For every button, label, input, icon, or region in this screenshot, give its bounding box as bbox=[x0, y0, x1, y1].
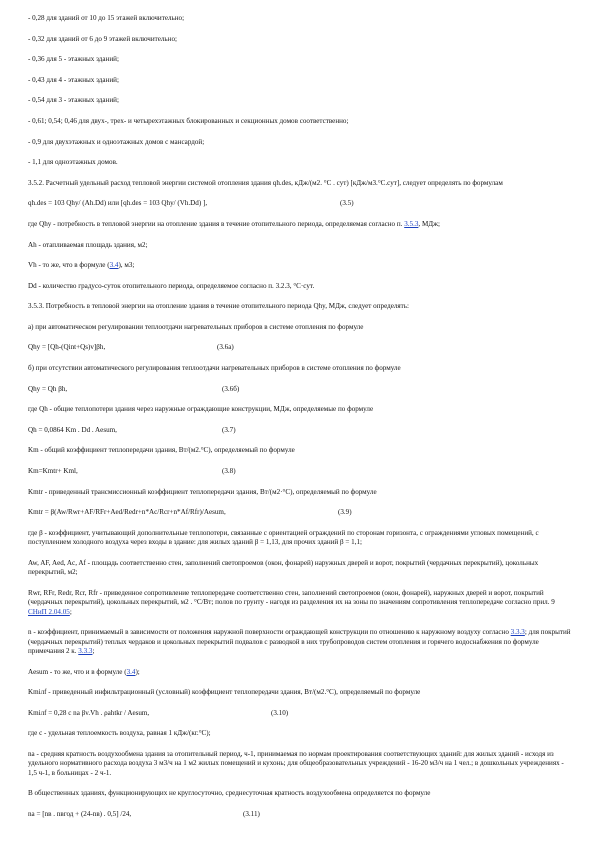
formula-3-8 bbox=[28, 467, 573, 476]
formula-number: (3.5) bbox=[340, 199, 354, 208]
formula-number: (3.8) bbox=[222, 467, 236, 475]
section-3-5-2: 3.5.2. Расчетный удельный расход тепловой энергии системой отопления здания qh.des, кДж/(м2. °С . сут) [кДж/м3.°С.сут], следует определять по формулам bbox=[28, 178, 503, 187]
link-snip[interactable]: СНиП 2.04.05 bbox=[28, 607, 70, 616]
formula-3-11 bbox=[28, 810, 573, 819]
definition-aesum: Aesum - то же, что и в формуле (3.4); bbox=[28, 667, 140, 676]
definition-beta: где β - коэффициент, учитывающий дополнительные теплопотери, связанные с ориентацией ограждений по сторонам горизонта, с ограждениями угловых помещений, с поступлением холодного воздуха через входы в здание: для жилых зданий β = 1,13, для прочих зданий β = 1,1; bbox=[28, 528, 539, 547]
bullet-line-7: - 0,9 для двухэтажных и одноэтажных домов с мансардой; bbox=[28, 137, 205, 146]
formula-expression: qh.des = 103 Qhy/ (Ah.Dd) или [qh.des = 103 Qhy/ (Vh.Dd) ], bbox=[28, 199, 208, 208]
link-3-3-3-note[interactable]: 3.3.3 bbox=[78, 646, 93, 655]
definition-kmtr: Kmtr - приведенный трансмиссионный коэффициент теплопередачи здания, Вт/(м2·°С), определяемый по формуле bbox=[28, 487, 377, 496]
formula-expression: Kmtr = β(Aw/Rwr+AF/RFr+Aed/Redr+n*Ac/Rcr+n*Af/Rfr)/Aesum, bbox=[28, 508, 226, 517]
public-buildings-note: В общественных зданиях, функционирующих не круглосуточно, среднесуточная кратность воздухообмена определяется по формуле bbox=[28, 789, 431, 798]
formula-expression: Qhy = [Qh-(Qint+Qs)v]βh, bbox=[28, 343, 106, 352]
definition-km: Km - общий коэффициент теплопередачи здания, Вт/(м2.°С), определяемый по формуле bbox=[28, 446, 295, 455]
case-a: а) при автоматическом регулировании теплоотдачи нагревательных приборов в системе отопления по формуле bbox=[28, 322, 364, 331]
definition-kminf: Kmiлf - приведенный инфильтрационный (условный) коэффициент теплопередачи здания, Вт/(м2.°С), определяемый по формуле bbox=[28, 688, 421, 697]
definition-c: где с - удельная теплоемкость воздуха, равная 1 кДж/(кг.°С); bbox=[28, 729, 211, 738]
formula-number: (3.11) bbox=[243, 809, 260, 818]
formula-number: (3.6а) bbox=[217, 343, 234, 352]
definition-areas: Aw, AF, Aed, Ac, Af - площадь соответственно стен, заполнений светопроемов (окон, фонарей) наружных дверей и ворот, покрытий (чердачных перекрытий), цокольных перекрытий, м2; bbox=[28, 558, 539, 577]
formula-expression: Kmiлf = 0,28 c na βv.Vh . ρahtkr / Aesum, bbox=[28, 708, 150, 717]
bullet-line-5: - 0,54 для 3 - этажных зданий; bbox=[28, 96, 119, 105]
definition-n-coefficient: n - коэффициент, принимаемый в зависимости от положения наружной поверхности ограждающей конструкции по отношению к наружному воздуху согласно 3.3.3; для покрытий (чердачных перекрытий) теплых чердаков и цокольных перекрытий подвалов с разводкой в них трубопроводов систем отопления и горячего водоснабжения по формуле примечания 2 к. 3.3.3; bbox=[28, 628, 571, 655]
formula-expression: na = [nв . nвгод + (24-nв) . 0,5] /24, bbox=[28, 809, 132, 818]
definition-resistances: Rwr, RFr, Redr, Rcr, Rfr - приведенное сопротивление теплопередаче соответственно стен, заполнений светопроемов (окон, фонарей), наружных дверей и ворот, покрытий (чердачных перекрытий), цокольных перекрытий, м2 . °С/Вт; полов по грунту - нагодя из разделения их на зоны по значениям сопротивления теплопередаче согласно прил. 9 СНиП 2.04.05; bbox=[28, 588, 555, 616]
bullet-line-8: - 1,1 для одноэтажных домов. bbox=[28, 158, 118, 167]
formula-3-6a bbox=[28, 343, 573, 352]
formula-expression: Qhy = Qh βh, bbox=[28, 384, 68, 393]
bullet-line-3: - 0,36 для 5 - этажных зданий; bbox=[28, 55, 119, 64]
formula-3-6b bbox=[28, 385, 573, 394]
formula-3-7 bbox=[28, 426, 573, 435]
formula-expression: Km=Kmtr+ Kml, bbox=[28, 467, 78, 475]
case-b: б) при отсутствии автоматического регулирования теплоотдачи нагревательных приборов в системе отопления по формуле bbox=[28, 364, 401, 373]
definition-qh: где Qh - общие теплопотери здания через наружные ограждающие конструкции, МДж, определяемые по формуле bbox=[28, 405, 374, 414]
definition-qhy: где Qhy - потребность в тепловой энергии на отопление здания в течение отопительного периода, определяемая согласно п. 3.5.3, МДж; bbox=[28, 219, 440, 228]
definition-na: na - средняя кратность воздухообмена здания за отопительный период, ч-1, принимаемая по нормам проектирования соответствующих зданий: для жилых зданий - исходя из удельного нормативного расхода воздуха 3 м3/ч на 1 м2 жилых помещений и кухонь; для общеобразовательных учреждений - 16-20 м3/ч на 1 чел.; в дошкольных учреждениях - 1,5 ч-1, в больницах - 2 ч-1. bbox=[28, 749, 564, 777]
link-formula-3-4[interactable]: 3.4 bbox=[126, 667, 136, 676]
formula-number: (3.7) bbox=[222, 425, 236, 434]
link-3-5-3[interactable]: 3.5.3 bbox=[404, 219, 419, 228]
definition-dd: Dd - количество градусо-суток отопительного периода, определяемое согласно п. 3.2.3, °С·сут. bbox=[28, 281, 315, 290]
link-3-3-3[interactable]: 3.3.3 bbox=[510, 628, 525, 637]
formula-expression: Qh = 0,0864 Km . Dd . Aesum, bbox=[28, 425, 117, 434]
link-formula-3-4[interactable]: 3.4 bbox=[109, 261, 119, 270]
formula-3-10 bbox=[28, 709, 573, 718]
formula-number: (3.10) bbox=[271, 708, 289, 717]
bullet-line-4: - 0,43 для 4 - этажных зданий; bbox=[28, 75, 119, 84]
formula-number: (3.9) bbox=[338, 508, 352, 517]
definition-vh: Vh - то же, что в формуле (3.4), м3; bbox=[28, 261, 135, 270]
formula-3-9 bbox=[28, 508, 573, 517]
definition-ah: Ah - отапливаемая площадь здания, м2; bbox=[28, 240, 148, 249]
formula-3-5 bbox=[28, 199, 573, 208]
bullet-line-6: - 0,61; 0,54; 0,46 для двух-, трех- и четырехэтажных блокированных и секционных домов соответственно; bbox=[28, 116, 349, 125]
formula-number: (3.6б) bbox=[222, 384, 240, 393]
bullet-line-1: - 0,28 для зданий от 10 до 15 этажей включительно; bbox=[28, 14, 185, 22]
bullet-line-2: - 0,32 для зданий от 6 до 9 этажей включительно; bbox=[28, 34, 177, 43]
document-page bbox=[28, 14, 573, 831]
section-3-5-3: 3.5.3. Потребность в тепловой энергии на отопление здания в течение отопительного периода Qhy, МДж, следует определять: bbox=[28, 302, 409, 311]
